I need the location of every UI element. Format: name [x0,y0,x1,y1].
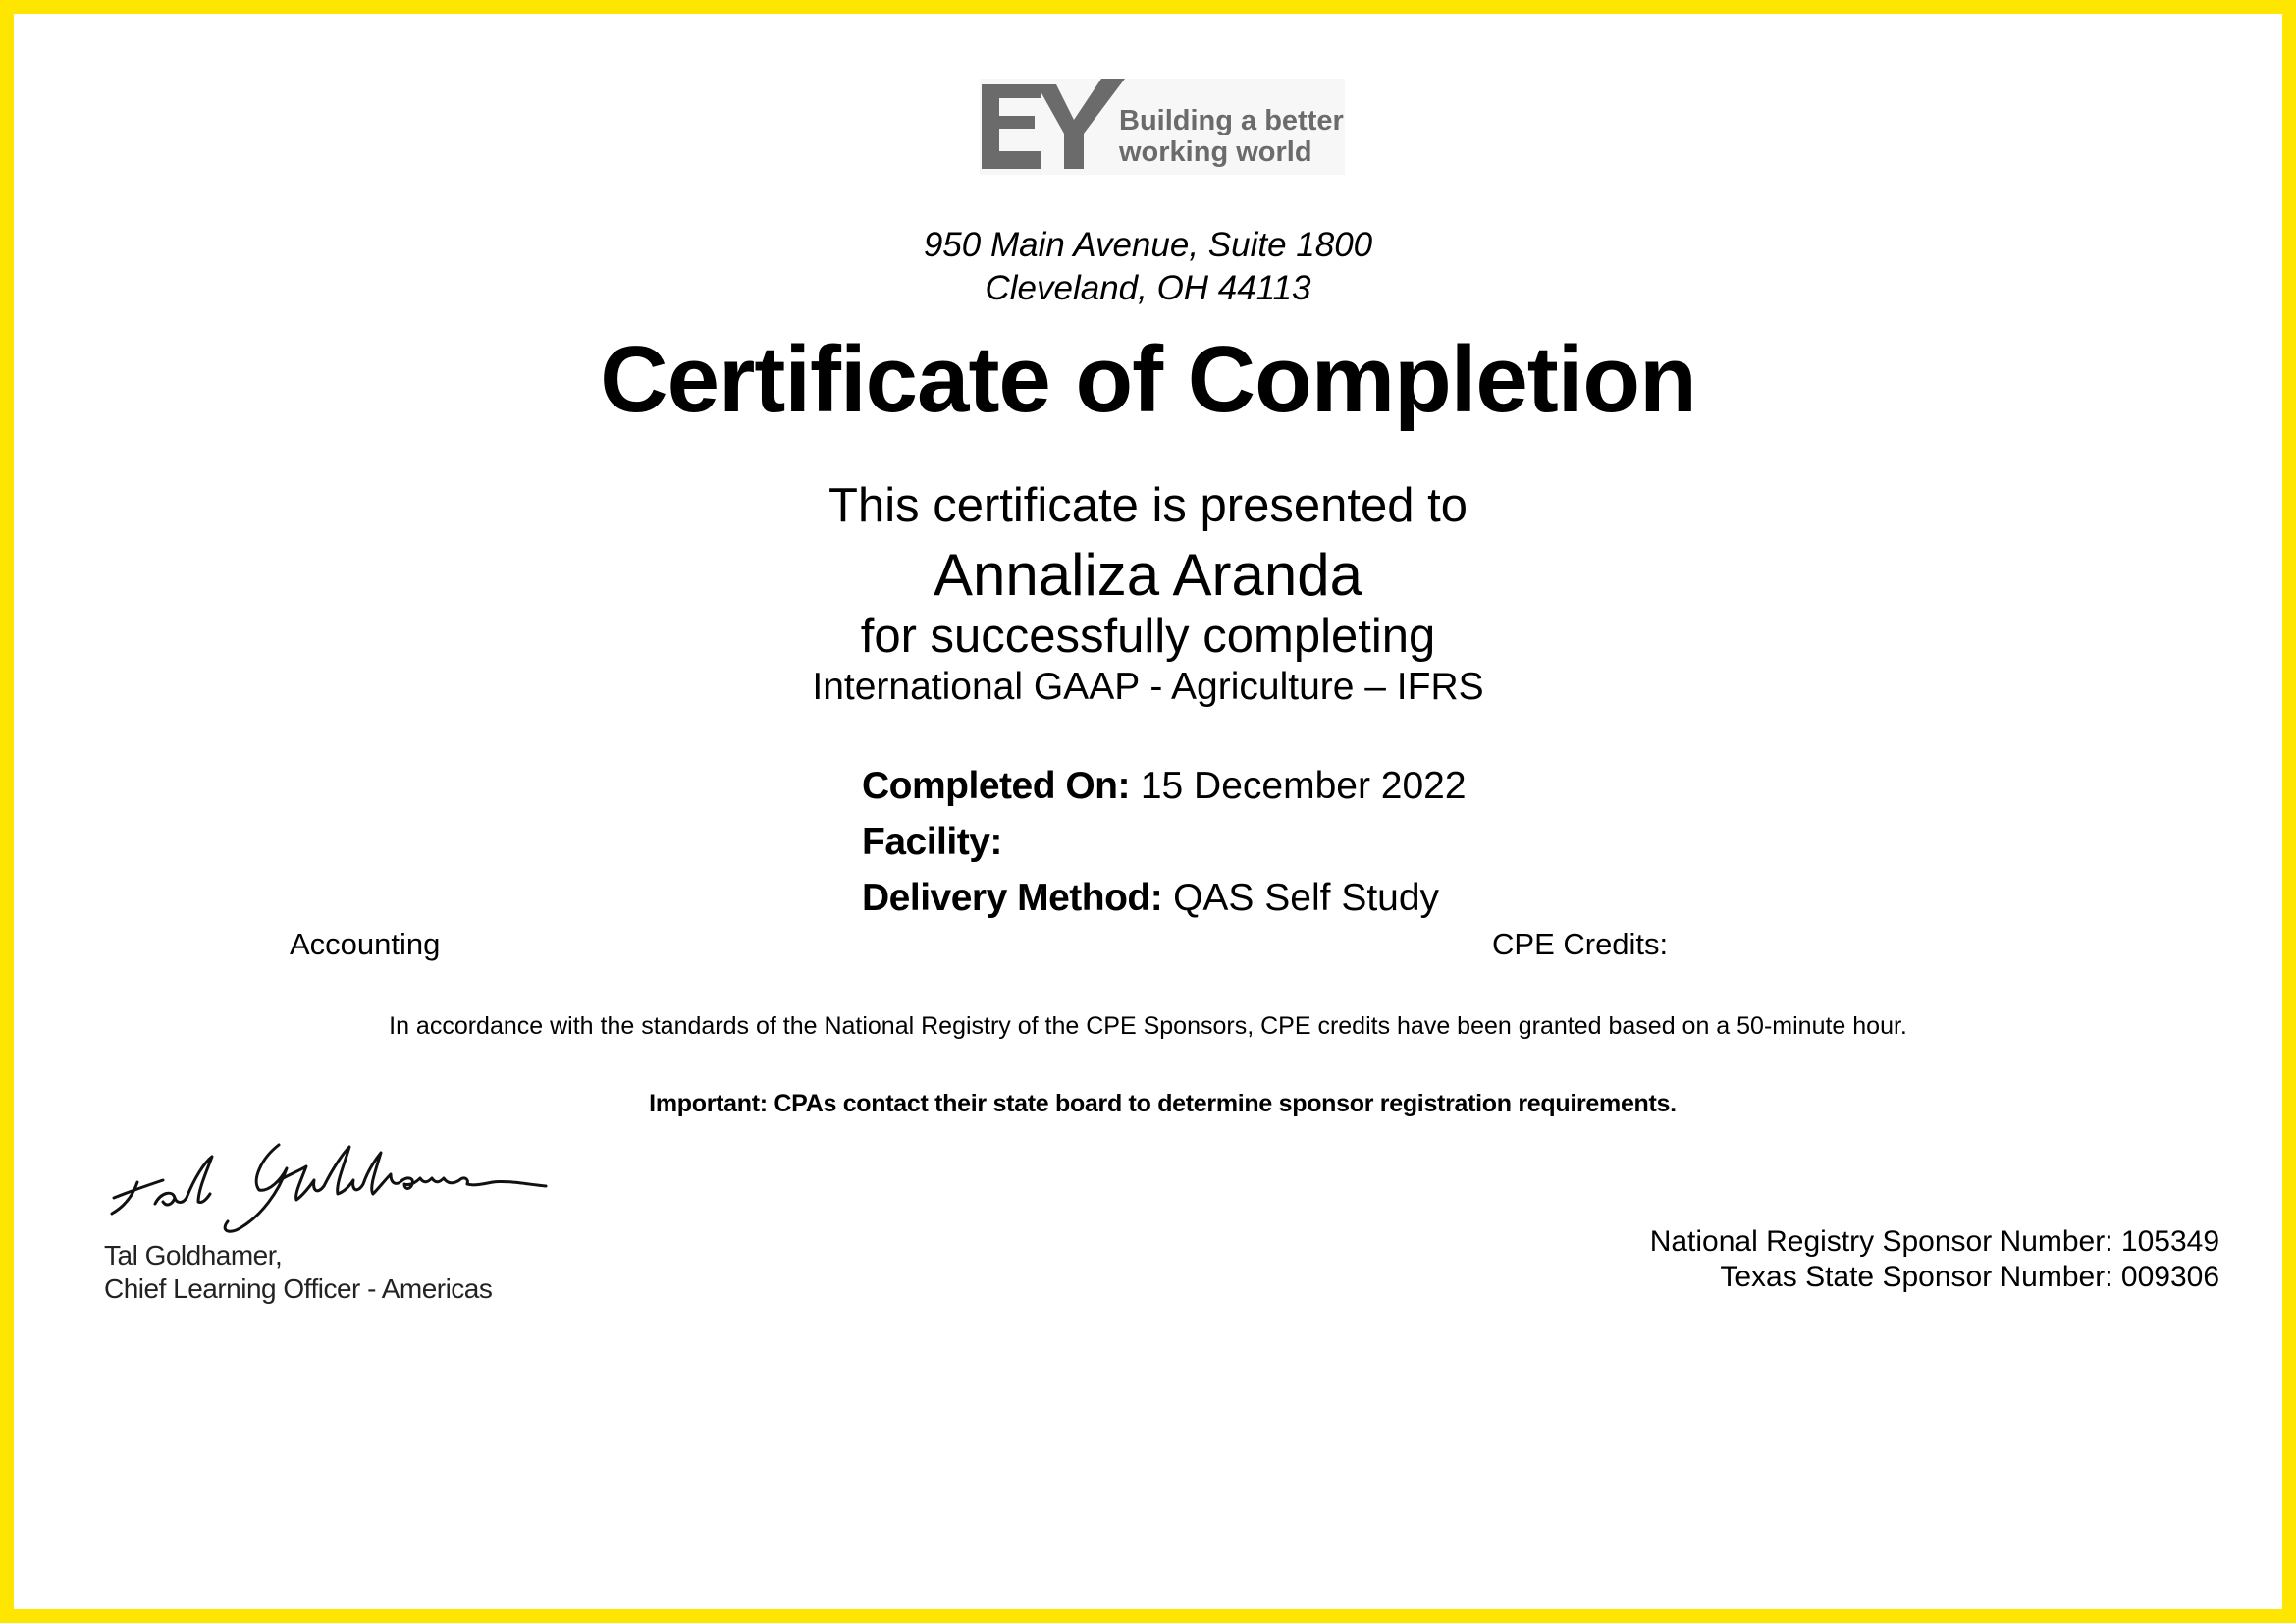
completion-details [862,758,1467,926]
important-notice: Important: CPAs contact their state board to determine sponsor registration requirements. [649,1090,1677,1117]
address-block [14,224,2282,310]
ey-logo-letter-e [982,84,1041,169]
course-name: International GAAP - Agriculture – IFRS [812,666,1484,708]
ey-logo-tagline-2: working world [1119,136,1312,168]
texas-state-sponsor-number: Texas State Sponsor Number: 009306 [1720,1261,2219,1293]
delivery-method-label: Delivery Method: [862,877,1163,919]
completed-on-value: 15 December 2022 [1140,765,1467,807]
recipient-name: Annaliza Aranda [934,542,1362,608]
delivery-method-row [862,870,1467,926]
signatory-block [104,1239,492,1306]
accordance-statement: In accordance with the standards of the National Registry of the CPE Sponsors, CPE credits have been granted based on a 50-minute hour. [389,1012,1907,1040]
presented-text: This certificate is presented to [828,479,1468,532]
completing-text: for successfully completing [860,610,1436,663]
signatory-name: Tal Goldhamer, [104,1240,283,1271]
sponsor-numbers [1650,1224,2219,1295]
address-line-1: 950 Main Avenue, Suite 1800 [923,226,1373,264]
field-of-study: Accounting [290,927,441,961]
address-line-2: Cleveland, OH 44113 [985,269,1311,307]
certificate-title: Certificate of Completion [600,327,1696,432]
national-registry-sponsor-number: National Registry Sponsor Number: 105349 [1649,1225,2219,1258]
facility-row [862,814,1467,870]
cpe-credits-label: CPE Credits: [1492,927,1669,961]
signatory-title: Chief Learning Officer - Americas [104,1273,493,1304]
ey-logo-graphic [980,79,1345,175]
ey-logo-tagline-1: Building a better [1119,105,1344,136]
completed-on-label: Completed On: [862,765,1130,807]
facility-label: Facility: [862,821,1002,863]
completed-on-row [862,758,1467,814]
signature-image [104,1133,565,1241]
ey-logo [980,79,1345,175]
delivery-method-value: QAS Self Study [1173,877,1440,919]
ey-logo-letter-y [1037,79,1125,169]
